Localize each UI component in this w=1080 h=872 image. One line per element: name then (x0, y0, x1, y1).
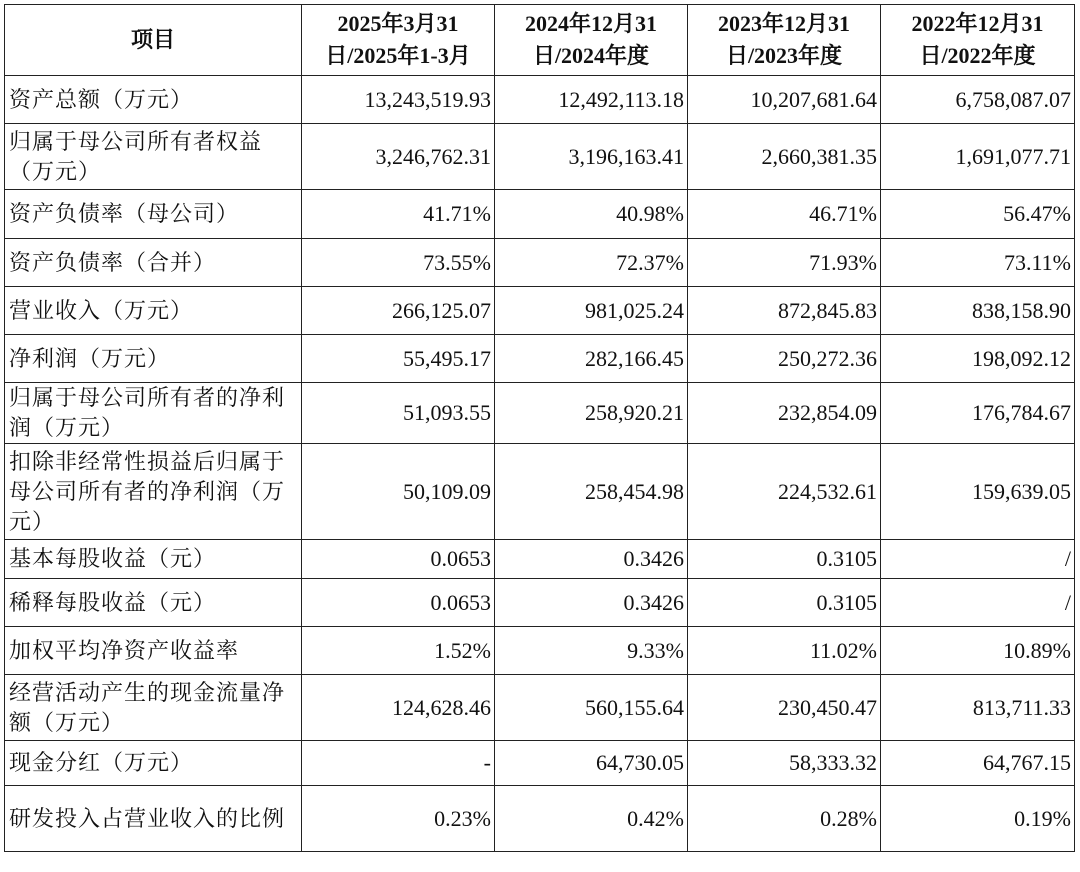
row-value: 1.52% (302, 627, 495, 675)
row-value: / (881, 579, 1075, 627)
header-period-2025q1: 2025年3月31日/2025年1-3月 (302, 5, 495, 76)
row-value: 159,639.05 (881, 444, 1075, 540)
row-value: 50,109.09 (302, 444, 495, 540)
table-row (5, 540, 1075, 579)
row-value: 0.23% (302, 786, 495, 852)
row-value: 872,845.83 (688, 287, 881, 335)
row-value: 1,691,077.71 (881, 124, 1075, 190)
row-value: 2,660,381.35 (688, 124, 881, 190)
row-value: 3,196,163.41 (495, 124, 688, 190)
row-value: 3,246,762.31 (302, 124, 495, 190)
row-value: 266,125.07 (302, 287, 495, 335)
row-value: 560,155.64 (495, 675, 688, 741)
row-value: 46.71% (688, 190, 881, 239)
row-value: 12,492,113.18 (495, 76, 688, 124)
row-label: 经营活动产生的现金流量净额（万元） (5, 675, 302, 741)
row-value: 58,333.32 (688, 741, 881, 786)
row-value: 6,758,087.07 (881, 76, 1075, 124)
row-value: 0.3426 (495, 540, 688, 579)
row-label: 资产总额（万元） (5, 76, 302, 124)
financial-table-container (4, 4, 1075, 852)
row-value: 0.3105 (688, 579, 881, 627)
row-value: 71.93% (688, 239, 881, 287)
table-row (5, 76, 1075, 124)
row-value: 0.28% (688, 786, 881, 852)
row-label: 稀释每股收益（元） (5, 579, 302, 627)
row-value: 0.19% (881, 786, 1075, 852)
row-value: 11.02% (688, 627, 881, 675)
table-row (5, 579, 1075, 627)
table-row (5, 627, 1075, 675)
table-body (5, 76, 1075, 852)
table-row (5, 124, 1075, 190)
row-label: 基本每股收益（元） (5, 540, 302, 579)
row-value: 13,243,519.93 (302, 76, 495, 124)
row-value: 0.3105 (688, 540, 881, 579)
row-label: 归属于母公司所有者权益（万元） (5, 124, 302, 190)
row-value: / (881, 540, 1075, 579)
row-value: 0.42% (495, 786, 688, 852)
table-row (5, 335, 1075, 383)
row-value: 55,495.17 (302, 335, 495, 383)
table-row (5, 786, 1075, 852)
row-value: 40.98% (495, 190, 688, 239)
row-value: 51,093.55 (302, 383, 495, 444)
header-period-2022: 2022年12月31日/2022年度 (881, 5, 1075, 76)
table-row (5, 287, 1075, 335)
row-value: 981,025.24 (495, 287, 688, 335)
row-value: 282,166.45 (495, 335, 688, 383)
row-value: 41.71% (302, 190, 495, 239)
table-row (5, 741, 1075, 786)
row-value: 176,784.67 (881, 383, 1075, 444)
row-value: 813,711.33 (881, 675, 1075, 741)
row-value: 124,628.46 (302, 675, 495, 741)
row-value: 72.37% (495, 239, 688, 287)
row-value: 0.0653 (302, 540, 495, 579)
row-value: 10,207,681.64 (688, 76, 881, 124)
row-label: 营业收入（万元） (5, 287, 302, 335)
table-row (5, 239, 1075, 287)
row-value: 250,272.36 (688, 335, 881, 383)
row-label: 归属于母公司所有者的净利润（万元） (5, 383, 302, 444)
table-row (5, 675, 1075, 741)
row-value: 224,532.61 (688, 444, 881, 540)
row-value: - (302, 741, 495, 786)
row-label: 加权平均净资产收益率 (5, 627, 302, 675)
header-period-2023: 2023年12月31日/2023年度 (688, 5, 881, 76)
row-label: 现金分红（万元） (5, 741, 302, 786)
financial-data-table (4, 4, 1075, 852)
row-value: 232,854.09 (688, 383, 881, 444)
row-label: 资产负债率（母公司） (5, 190, 302, 239)
row-value: 9.33% (495, 627, 688, 675)
header-row (5, 5, 1075, 76)
row-label: 净利润（万元） (5, 335, 302, 383)
row-value: 0.3426 (495, 579, 688, 627)
table-row (5, 383, 1075, 444)
row-value: 64,730.05 (495, 741, 688, 786)
row-value: 10.89% (881, 627, 1075, 675)
table-row (5, 444, 1075, 540)
row-value: 56.47% (881, 190, 1075, 239)
row-value: 258,920.21 (495, 383, 688, 444)
row-label: 资产负债率（合并） (5, 239, 302, 287)
header-item: 项目 (5, 5, 302, 76)
row-value: 838,158.90 (881, 287, 1075, 335)
table-row (5, 190, 1075, 239)
row-label: 扣除非经常性损益后归属于母公司所有者的净利润（万元） (5, 444, 302, 540)
row-value: 258,454.98 (495, 444, 688, 540)
row-value: 64,767.15 (881, 741, 1075, 786)
row-value: 73.55% (302, 239, 495, 287)
row-value: 73.11% (881, 239, 1075, 287)
row-label: 研发投入占营业收入的比例 (5, 786, 302, 852)
row-value: 0.0653 (302, 579, 495, 627)
header-period-2024: 2024年12月31日/2024年度 (495, 5, 688, 76)
row-value: 198,092.12 (881, 335, 1075, 383)
row-value: 230,450.47 (688, 675, 881, 741)
